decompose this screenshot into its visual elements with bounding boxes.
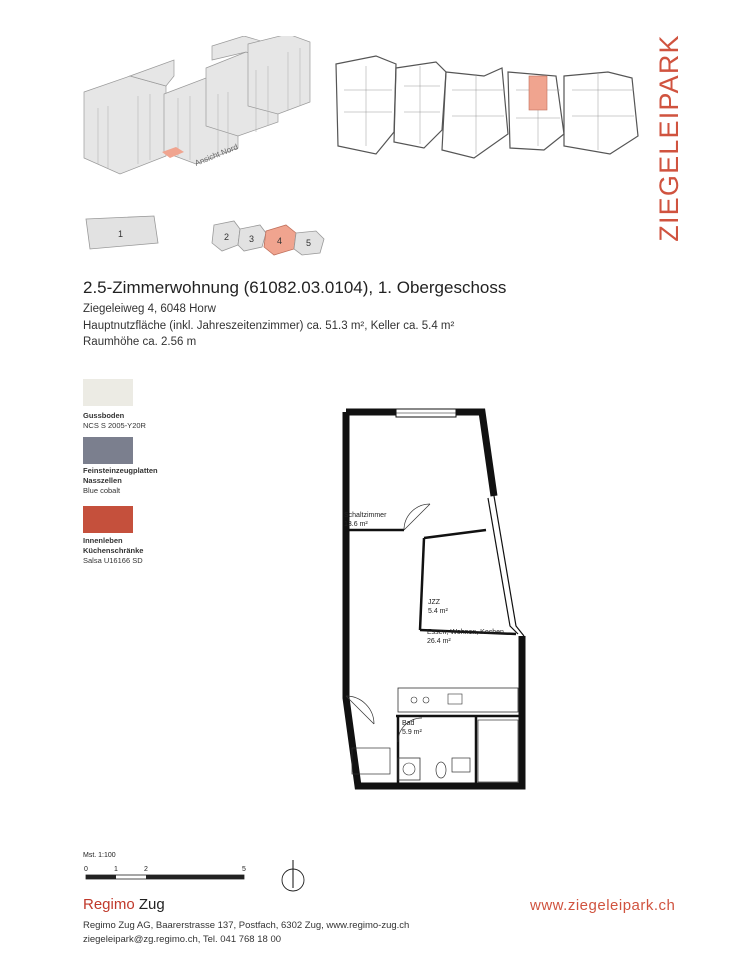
room-schaltzimmer xyxy=(344,511,386,529)
material-gussboden xyxy=(83,411,146,431)
website-link[interactable]: www.ziegeleipark.ch xyxy=(530,897,676,914)
room-area: 5.4 m² xyxy=(428,608,448,615)
footer-address: Regimo Zug AG, Baarerstrasse 137, Postfach, 6302 Zug, www.regimo-zug.ch xyxy=(83,920,410,931)
building-3-label: 3 xyxy=(249,234,255,244)
swatch-gussboden xyxy=(83,379,133,406)
building-5-label: 5 xyxy=(306,238,312,248)
scale-bar xyxy=(80,860,260,884)
room-name: Schaltzimmer xyxy=(344,512,387,519)
north-arrow-icon xyxy=(278,858,308,898)
unit-address: Ziegeleiweg 4, 6048 Horw xyxy=(83,303,216,315)
scale-tick-2: 2 xyxy=(144,866,148,873)
material-kuechenschraenke xyxy=(83,536,143,566)
unit-title: 2.5-Zimmerwohnung (61082.03.0104), 1. Obergeschoss xyxy=(83,278,507,297)
material-name: Feinsteinzeugplatten Nasszellen xyxy=(83,466,158,485)
room-jzz xyxy=(428,598,448,616)
brand-regimo: Regimo xyxy=(83,896,135,913)
swatch-kuechenschraenke xyxy=(83,506,133,533)
material-code: Blue cobalt xyxy=(83,486,121,495)
brand-zug: Zug xyxy=(138,896,165,913)
material-code: Salsa U16166 SD xyxy=(83,556,143,565)
material-name: Innenleben Küchenschränke xyxy=(83,536,144,555)
floor-plan xyxy=(318,398,528,798)
material-code: NCS S 2005-Y20R xyxy=(83,421,146,430)
axonometric-view xyxy=(78,36,318,186)
floor-overview xyxy=(332,46,652,166)
scale-tick-5: 5 xyxy=(242,866,246,873)
room-name: Bad xyxy=(402,720,415,727)
swatch-feinsteinzeug xyxy=(83,437,133,464)
footer-contact: ziegeleipark@zg.regimo.ch, Tel. 041 768 18 00 xyxy=(83,934,282,945)
brand-vertical xyxy=(656,22,686,254)
building-2-label: 2 xyxy=(224,232,230,242)
scale-tick-0: 0 xyxy=(84,866,88,873)
room-bad xyxy=(402,719,422,737)
unit-height: Raumhöhe ca. 2.56 m xyxy=(83,336,197,348)
footer-brand xyxy=(83,896,165,913)
room-name: Essen, Wohnen, Kochen xyxy=(427,629,504,636)
room-area: 13.6 m² xyxy=(344,521,368,528)
unit-area: Hauptnutzfläche (inkl. Jahreszeitenzimmer) ca. 51.3 m², Keller ca. 5.4 m² xyxy=(83,320,455,332)
room-essen-wohnen-kochen xyxy=(427,628,504,646)
building-key xyxy=(84,213,344,263)
room-area: 5.9 m² xyxy=(402,729,422,736)
brand-vertical-text: ZIEGELEIPARK xyxy=(656,34,685,242)
room-name: JZZ xyxy=(428,599,441,606)
scale-label: Mst. 1:100 xyxy=(83,852,116,859)
axon-label: Ansicht Nord xyxy=(193,142,240,168)
scale-tick-1: 1 xyxy=(114,866,118,873)
building-4-label: 4 xyxy=(277,236,283,246)
material-feinsteinzeug xyxy=(83,466,158,496)
building-1-label: 1 xyxy=(118,229,124,239)
room-area: 26.4 m² xyxy=(427,638,451,645)
material-name: Gussboden xyxy=(83,411,125,420)
